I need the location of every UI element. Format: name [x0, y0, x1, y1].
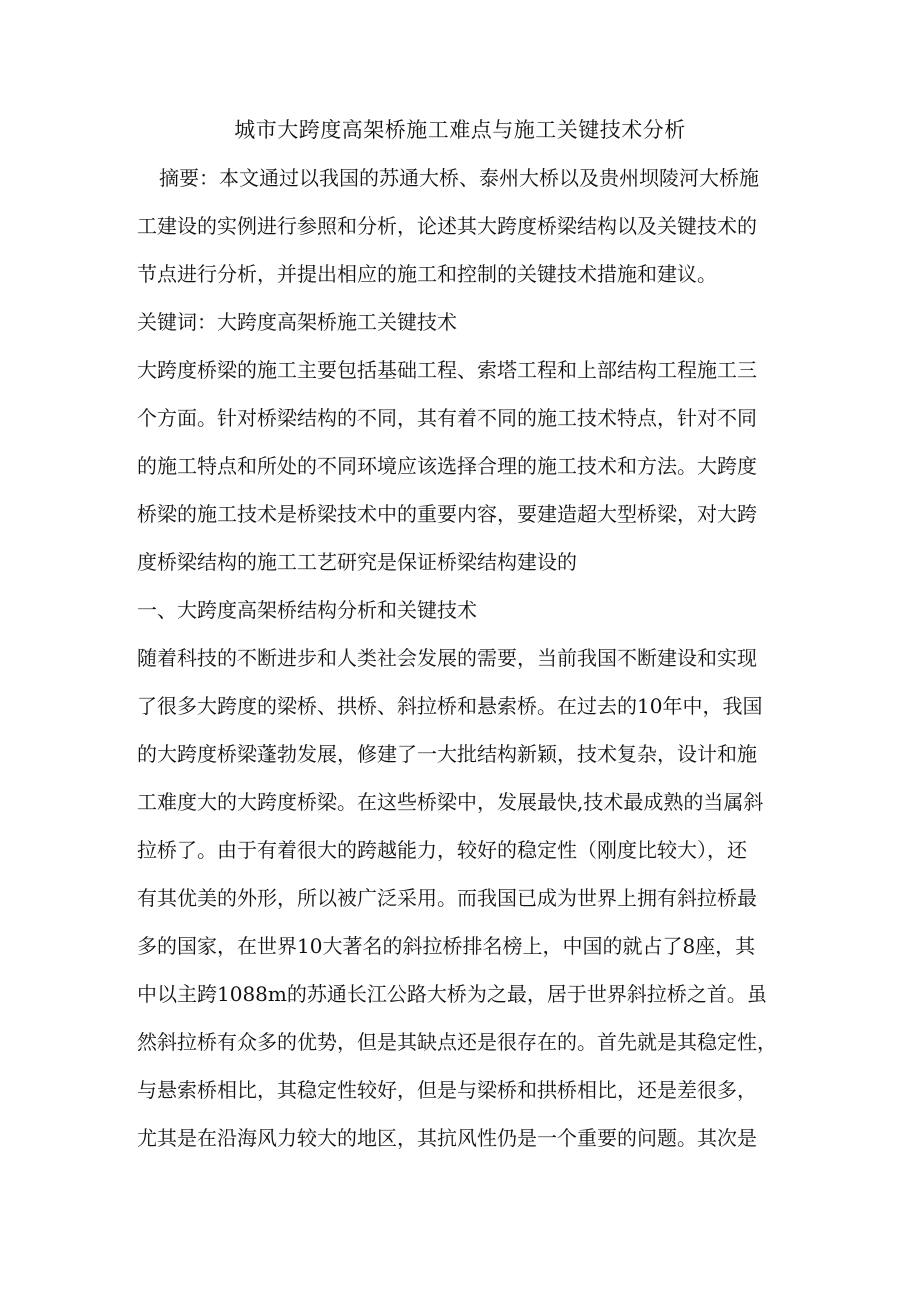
intro-line: 度桥梁结构的施工工艺研究是保证桥梁结构建设的: [137, 550, 577, 574]
intro-line: 的施工特点和所处的不同环境应该选择合理的施工技术和方法。大跨度: [137, 454, 757, 478]
abstract-line: 摘要：本文通过以我国的苏通大桥、泰州大桥以及贵州坝陵河大桥施: [159, 166, 759, 190]
body-line: 然斜拉桥有众多的优势，但是其缺点还是很存在的。首先就是其稳定性，: [137, 1030, 777, 1054]
abstract-paragraph: [137, 154, 787, 298]
section-body-paragraph: [137, 634, 787, 1162]
section-heading-text: 一、大跨度高架桥结构分析和关键技术: [137, 598, 477, 622]
body-line: 拉桥了。由于有着很大的跨越能力，较好的稳定性（刚度比较大），还: [137, 838, 747, 862]
abstract-line: 工建设的实例进行参照和分析，论述其大跨度桥梁结构以及关键技术的: [137, 214, 757, 238]
body-line: 的大跨度桥梁蓬勃发展，修建了一大批结构新颖，技术复杂，设计和施: [137, 742, 757, 766]
intro-paragraph: [137, 346, 787, 586]
intro-line: 大跨度桥梁的施工主要包括基础工程、索塔工程和上部结构工程施工三: [137, 358, 757, 382]
document-title: 城市大跨度高架桥施工难点与施工关键技术分析: [234, 118, 686, 142]
intro-line: 桥梁的施工技术是桥梁技术中的重要内容，要建造超大型桥梁，对大跨: [137, 502, 757, 526]
body-line: 了很多大跨度的梁桥、拱桥、斜拉桥和悬索桥。在过去的10年中，我国: [137, 694, 763, 718]
body-line: 多的国家，在世界10大著名的斜拉桥排名榜上，中国的就占了8座，其: [137, 934, 756, 958]
intro-line: 个方面。针对桥梁结构的不同，其有着不同的施工技术特点，针对不同: [137, 406, 757, 430]
body-line: 工难度大的大跨度桥梁。在这些桥梁中，发展最快,技术最成熟的当属斜: [137, 790, 764, 814]
body-line: 与悬索桥相比，其稳定性较好，但是与梁桥和拱桥相比，还是差很多，: [137, 1078, 757, 1102]
keywords-paragraph: [137, 298, 787, 346]
keywords-line: 关键词：大跨度高架桥施工关键技术: [137, 310, 457, 334]
body-line: 有其优美的外形，所以被广泛采用。而我国已成为世界上拥有斜拉桥最: [137, 886, 757, 910]
section-heading: [137, 586, 787, 634]
abstract-line: 节点进行分析，并提出相应的施工和控制的关键技术措施和建议。: [137, 262, 717, 286]
body-line: 随着科技的不断进步和人类社会发展的需要，当前我国不断建设和实现: [137, 646, 757, 670]
body-line: 尤其是在沿海风力较大的地区，其抗风性仍是一个重要的问题。其次是: [137, 1126, 757, 1150]
body-line: 中以主跨1088m的苏通长江公路大桥为之最，居于世界斜拉桥之首。虽: [137, 982, 767, 1006]
